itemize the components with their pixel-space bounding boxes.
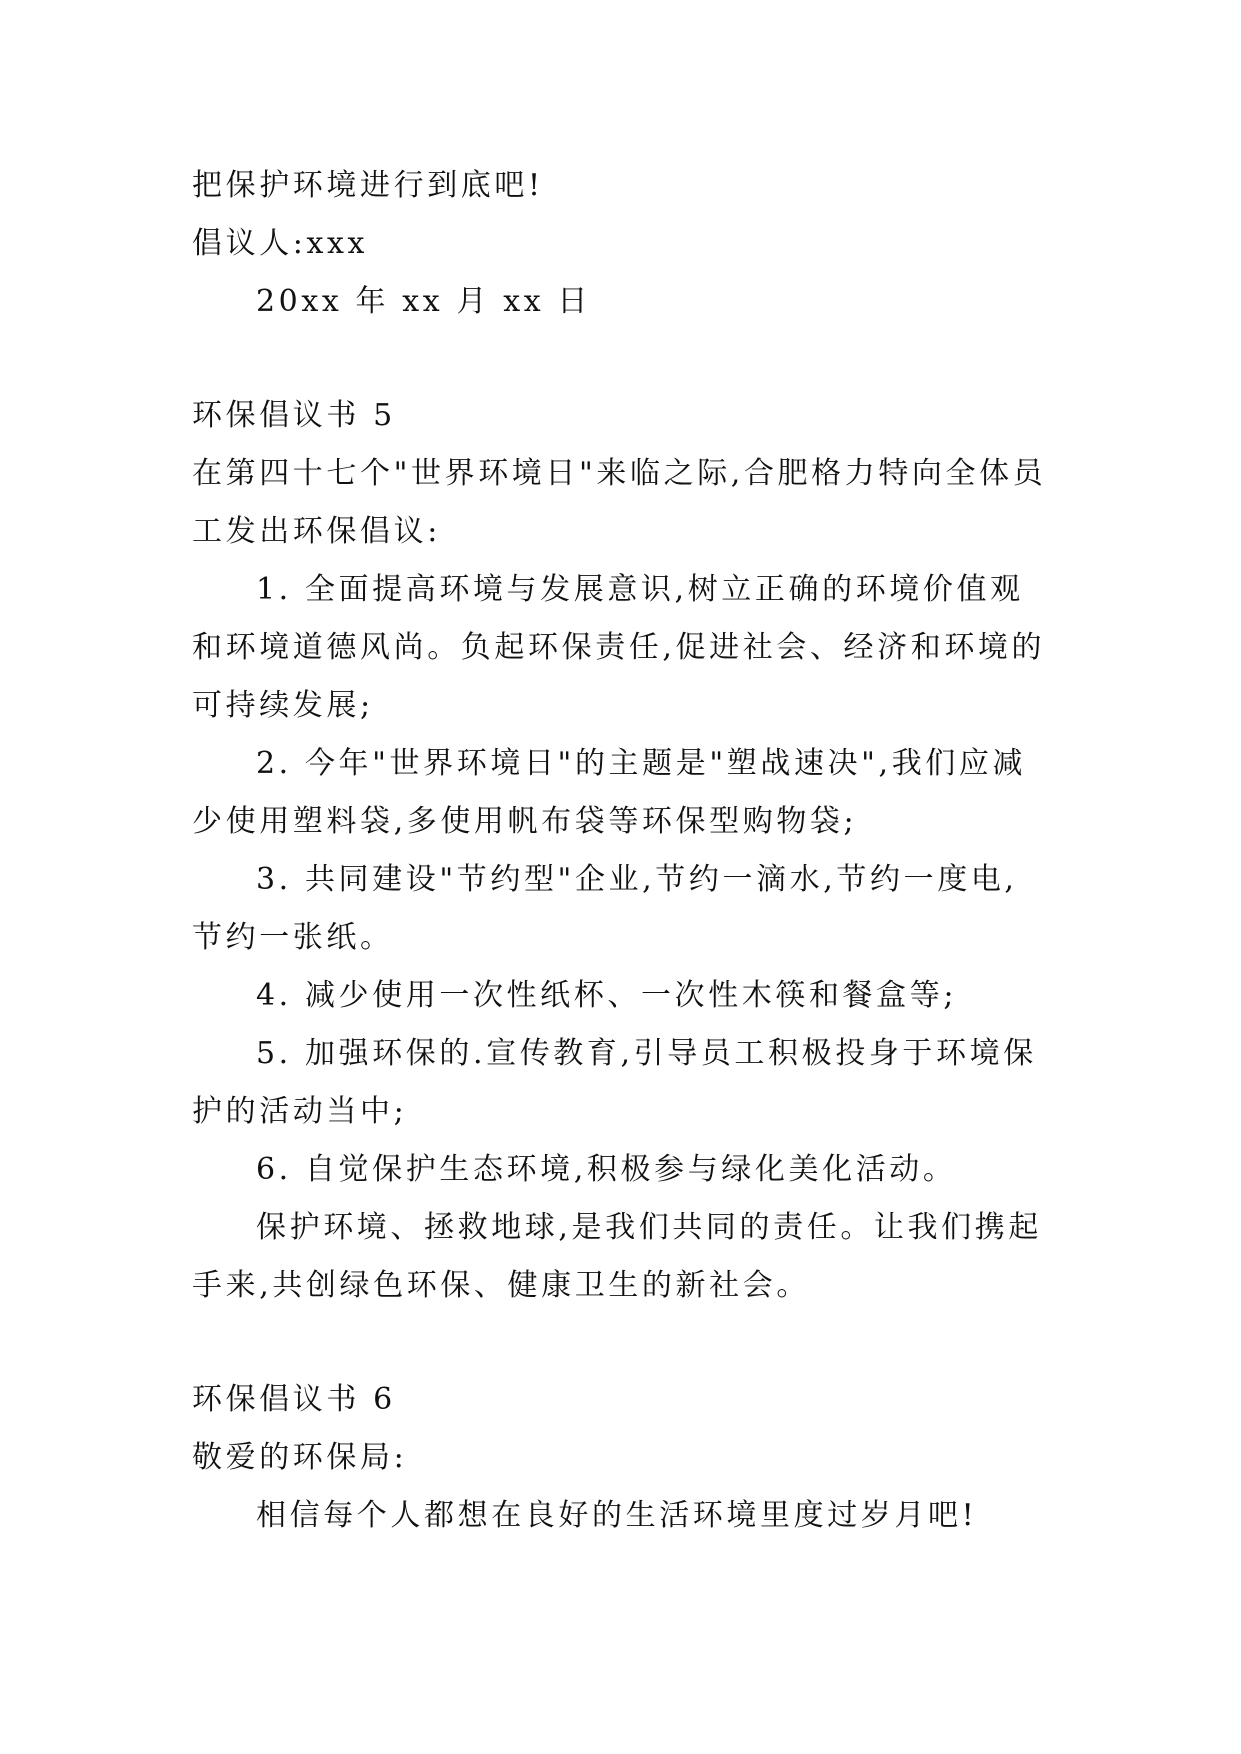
section-5-item-line: 3. 共同建设"节约型"企业,节约一滴水,节约一度电, (256, 862, 1018, 897)
section-5-heading: 环保倡议书 5 (192, 398, 396, 433)
section-6-heading: 环保倡议书 6 (192, 1382, 396, 1417)
section-5-intro-line: 在第四十七个"世界环境日"来临之际,合肥格力特向全体员 (192, 456, 1047, 491)
section-5-item-line: 护的活动当中; (192, 1094, 408, 1129)
section-5-item-line: 5. 加强环保的.宣传教育,引导员工积极投身于环境保 (256, 1036, 1037, 1071)
section-5-item-line: 少使用塑料袋,多使用帆布袋等环保型购物袋; (192, 804, 858, 839)
section-5-closing-line: 保护环境、拯救地球,是我们共同的责任。让我们携起 (256, 1210, 1042, 1245)
section-5-item-line: 1. 全面提高环境与发展意识,树立正确的环境价值观 (256, 572, 1024, 607)
section-5-item-line: 可持续发展; (192, 688, 374, 723)
section-5-item-line: 和环境道德风尚。负起环保责任,促进社会、经济和环境的 (192, 630, 1046, 665)
section-5-item-line: 4. 减少使用一次性纸杯、一次性木筷和餐盒等; (256, 978, 958, 1013)
signer-line: 倡议人:xxx (192, 226, 369, 261)
section-6-salutation: 敬爱的环保局: (192, 1440, 408, 1475)
section-5-item-line: 6. 自觉保护生态环境,积极参与绿化美化活动。 (256, 1152, 957, 1187)
section-5-intro-line: 工发出环保倡议: (192, 514, 441, 549)
closing-slogan: 把保护环境进行到底吧! (192, 168, 544, 203)
section-5-item-line: 2. 今年"世界环境日"的主题是"塑战速决",我们应减 (256, 746, 1027, 781)
section-5-item-line: 节约一张纸。 (192, 920, 394, 955)
section-5-closing-line: 手来,共创绿色环保、健康卫生的新社会。 (192, 1268, 810, 1303)
section-6-body-line: 相信每个人都想在良好的生活环境里度过岁月吧! (256, 1498, 978, 1533)
date-line: 20xx 年 xx 月 xx 日 (256, 284, 591, 319)
